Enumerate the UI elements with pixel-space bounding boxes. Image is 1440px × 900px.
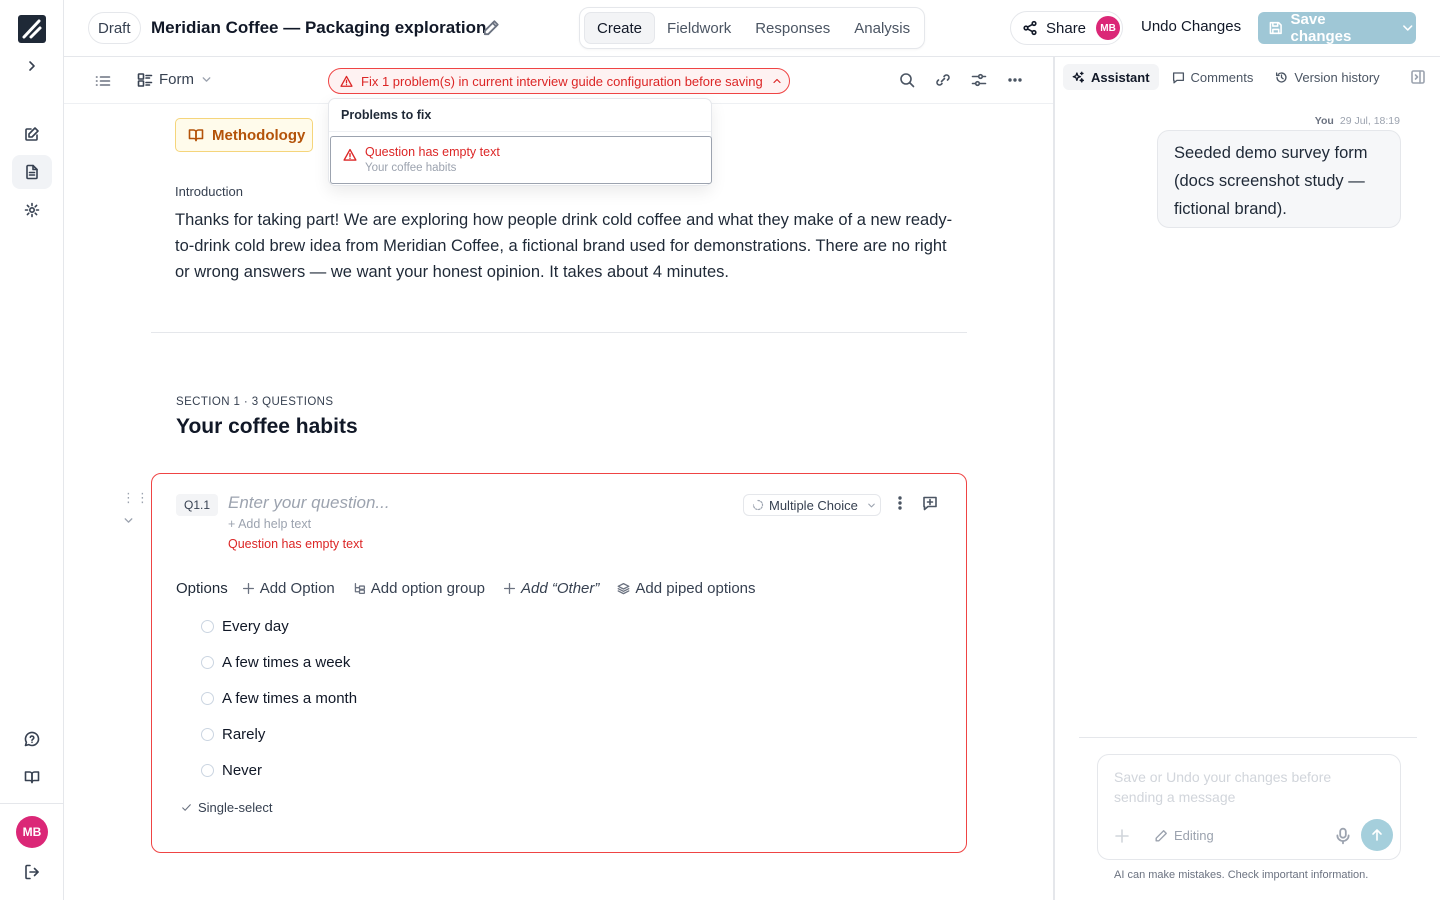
plus-icon [242,582,255,595]
methodology-label: Methodology [212,126,306,144]
message-time: 29 Jul, 18:19 [1339,115,1400,127]
intro-label: Introduction [175,184,243,199]
share-icon [1022,20,1038,36]
problems-divider [329,131,711,132]
problems-banner-text: Fix 1 problem(s) in current interview guide configuration before saving [361,73,763,89]
microphone-icon [1334,827,1352,845]
ai-disclaimer: AI can make mistakes. Check important information. [1114,869,1369,881]
option-item[interactable] [201,690,357,707]
problem-title: Question has empty text [365,145,500,159]
option-item[interactable] [201,654,350,671]
methodology-button[interactable] [175,118,313,152]
tab-version-history-label: Version history [1294,69,1380,85]
save-changes-button[interactable] [1258,12,1416,44]
arrow-up-icon [1369,827,1385,843]
main-tabs [579,7,925,49]
check-icon [181,802,192,813]
add-other-button[interactable] [503,580,599,597]
options-toolbar [176,580,756,597]
send-button[interactable] [1361,819,1393,851]
add-other-label: Add “Other” [521,580,600,597]
radio-button[interactable] [201,692,214,705]
save-icon [1268,20,1284,36]
option-label[interactable]: A few times a week [222,654,351,671]
gear-icon [24,202,40,218]
link-icon[interactable] [935,72,951,88]
tab-comments-label: Comments [1190,69,1254,85]
document-icon [24,164,40,180]
warning-icon [340,75,353,88]
mode-label: Editing [1174,828,1214,843]
problems-heading: Problems to fix [341,108,432,122]
logout-icon [24,864,40,880]
question-text-input[interactable]: Enter your question... [228,493,390,512]
option-label[interactable]: Rarely [222,726,266,743]
save-label: Save changes [1290,11,1352,45]
warning-icon [343,148,357,162]
form-toolbar [64,57,1053,104]
question-type-select[interactable] [743,494,881,516]
expand-rail-button[interactable] [12,49,52,83]
help-chat-icon [24,731,40,747]
rail-help-button[interactable] [12,722,52,756]
add-help-text-link[interactable]: + Add help text [228,517,312,531]
chevron-up-icon [771,75,783,87]
add-comment-button[interactable] [922,495,938,511]
panel-tabs [1063,64,1389,90]
problems-dropdown [328,98,712,186]
view-label: Form [159,71,194,88]
option-item[interactable] [201,618,289,635]
chevron-right-icon [24,58,40,74]
assistant-panel [1053,57,1440,900]
user-message: Seeded demo survey form (docs screenshot study — fictional brand). [1157,130,1401,228]
book-open-icon [188,127,204,143]
plus-icon [503,582,516,595]
question-type-label: Multiple Choice [769,497,858,513]
question-card [151,473,967,853]
question-number: Q1.1 [176,494,218,516]
tab-responses[interactable]: Responses [755,19,831,37]
rail-documents-button[interactable] [12,155,52,189]
chevron-down-icon [200,73,213,86]
panel-collapse-icon [1410,69,1426,85]
question-error: Question has empty text [228,537,363,551]
rail-docs-button[interactable] [12,760,52,794]
collapse-panel-button[interactable] [1410,69,1426,85]
chevron-down-icon [1400,20,1416,36]
spinner-icon [752,499,764,511]
add-option-button[interactable] [242,580,335,597]
tab-version-history[interactable] [1266,64,1388,90]
voice-input-button[interactable] [1334,827,1352,845]
message-meta [1315,115,1400,127]
list-icon [95,73,111,89]
form-icon [137,72,153,88]
share-label: Share [1046,19,1087,37]
radio-button[interactable] [201,764,214,777]
logout-button[interactable] [12,855,52,889]
tab-comments[interactable] [1163,64,1263,90]
app-logo[interactable] [18,15,46,43]
add-option-group-label: Add option group [370,580,486,597]
pencil-icon [482,19,500,37]
question-more-button[interactable] [892,495,908,511]
form-editor [64,104,1053,900]
radio-button[interactable] [201,728,214,741]
message-author: You [1314,115,1334,127]
option-label[interactable]: Every day [222,618,289,635]
tab-analysis[interactable]: Analysis [854,19,911,37]
chevron-down-icon [866,500,877,511]
page-title: Meridian Coffee — Packaging exploration [151,18,487,37]
left-rail [0,0,64,900]
option-item[interactable] [201,762,262,779]
radio-button[interactable] [201,656,214,669]
section-title[interactable]: Your coffee habits [176,415,358,438]
top-header [64,0,1440,57]
search-icon[interactable] [899,72,915,88]
option-label[interactable]: A few times a month [222,690,358,707]
intro-text[interactable]: Thanks for taking part! We are exploring how people drink cold coffee and what they make of a new ready-to-drink cold brew idea from Meridian Coffee, a fictional brand used for demonstrations. There are no right or wrong answers — we want your honest opinion. It takes about 4 minutes. [175,211,953,281]
options-label: Options [176,580,228,597]
sliders-icon[interactable] [971,72,987,88]
mode-selector[interactable] [1154,828,1214,843]
section-label: SECTION 1 · 3 QUESTIONS [176,396,334,408]
pencil-icon [1154,829,1168,843]
more-vertical-icon [892,495,908,511]
add-option-group-button[interactable] [353,580,485,597]
rail-divider [0,803,63,804]
chat-composer [1097,754,1401,860]
selection-mode-toggle[interactable] [181,800,272,815]
undo-changes-button[interactable]: Undo Changes [1141,18,1242,35]
tab-create[interactable]: Create [584,12,655,44]
share-button[interactable] [1010,11,1123,45]
add-piped-options-label: Add piped options [635,580,756,597]
sparkles-icon [1072,71,1085,84]
history-icon [1275,71,1288,84]
rail-edit-button[interactable] [12,117,52,151]
book-open-icon [24,769,40,785]
outline-button[interactable] [95,73,111,89]
attach-button[interactable] [1114,828,1130,844]
collapse-question-button[interactable] [122,514,135,527]
rename-button[interactable] [482,19,500,37]
toolbar-actions [899,72,1023,88]
plus-icon [1114,828,1130,844]
share-avatar: MB [1096,16,1120,40]
add-piped-options-button[interactable] [617,580,755,597]
tab-fieldwork[interactable]: Fieldwork [667,19,732,37]
comment-plus-icon [922,495,938,511]
selection-mode-label: Single-select [198,800,273,815]
chat-input[interactable]: Save or Undo your changes before sending a message [1114,769,1332,805]
chevron-down-icon [122,514,135,527]
user-avatar[interactable]: MB [16,816,48,848]
option-item[interactable] [201,726,265,743]
group-tree-icon [353,582,366,595]
comment-icon [1172,71,1185,84]
problems-banner[interactable] [328,68,790,94]
tab-assistant[interactable] [1063,64,1159,90]
layers-icon [617,582,630,595]
tab-assistant-label: Assistant [1091,69,1150,85]
pencil-square-icon [24,126,40,142]
section-divider [151,332,967,333]
option-label[interactable]: Never [222,762,263,779]
view-selector[interactable] [137,71,213,88]
more-horizontal-icon[interactable] [1007,72,1023,88]
drag-handle[interactable]: ⋮⋮ [122,490,150,505]
composer-divider [1079,737,1417,738]
rail-settings-button[interactable] [12,193,52,227]
problem-item[interactable] [330,136,712,184]
problem-section: Your coffee habits [365,162,457,174]
status-badge: Draft [88,12,141,44]
radio-button[interactable] [201,620,214,633]
add-option-label: Add Option [259,580,335,597]
